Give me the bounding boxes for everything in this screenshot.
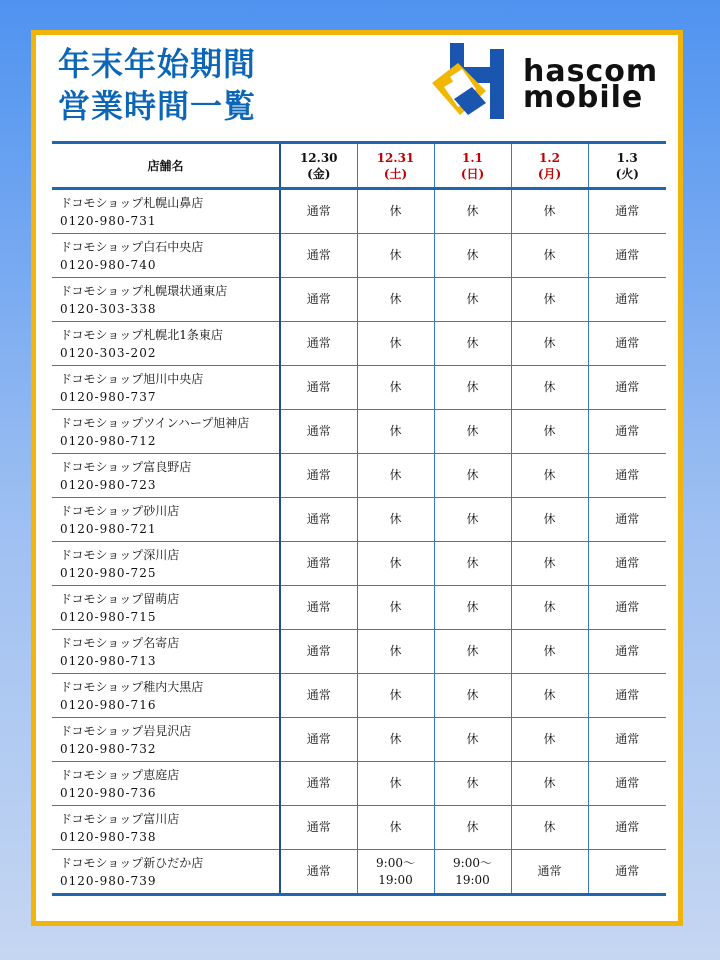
- hours-cell: 通常: [588, 630, 666, 674]
- hours-cell: 休: [434, 498, 511, 542]
- store-phone: 0120-980-740: [60, 257, 157, 272]
- hours-cell: 通常: [280, 498, 357, 542]
- table-row: [52, 542, 666, 586]
- hours-cell: 休: [434, 762, 511, 806]
- day-date: 1.1: [462, 150, 483, 165]
- day-weekday: (月): [537, 166, 562, 181]
- store-cell: [52, 189, 280, 234]
- table-row: [52, 454, 666, 498]
- hours-cell: 休: [434, 278, 511, 322]
- day-date: 12.30: [299, 150, 338, 165]
- store-phone: 0120-980-736: [60, 785, 157, 800]
- table-row: [52, 806, 666, 850]
- table-row: [52, 674, 666, 718]
- hours-cell: 通常: [588, 762, 666, 806]
- table-row: [52, 718, 666, 762]
- hours-cell: 通常: [588, 322, 666, 366]
- store-cell: [52, 278, 280, 322]
- holiday-hours-table: [52, 141, 666, 896]
- table-body: [52, 189, 666, 895]
- hours-cell: 通常: [588, 586, 666, 630]
- hours-cell: 休: [434, 630, 511, 674]
- day-header: [357, 143, 434, 189]
- hours-cell: 休: [357, 366, 434, 410]
- hours-cell: 通常: [280, 850, 357, 895]
- hours-cell: 休: [357, 454, 434, 498]
- hours-cell: 通常: [280, 718, 357, 762]
- day-header: [434, 143, 511, 189]
- hours-cell: 休: [434, 586, 511, 630]
- day-weekday: (火): [615, 166, 639, 181]
- hours-cell: 通常: [588, 806, 666, 850]
- store-name: ドコモショップ恵庭店: [60, 767, 180, 782]
- day-header: [588, 143, 666, 189]
- hours-cell: 休: [434, 542, 511, 586]
- hours-cell: 休: [357, 586, 434, 630]
- table-row: [52, 278, 666, 322]
- logo-wordmark: [523, 54, 659, 115]
- hours-cell: 休: [511, 630, 588, 674]
- day-weekday: (土): [383, 166, 408, 181]
- store-phone: 0120-980-712: [60, 433, 157, 448]
- hours-cell: 休: [357, 189, 434, 234]
- table-row: [52, 322, 666, 366]
- hours-cell: 通常: [588, 498, 666, 542]
- hours-cell: 休: [511, 454, 588, 498]
- content-frame: [31, 30, 683, 926]
- hours-cell: 通常: [280, 410, 357, 454]
- hours-cell: 通常: [511, 850, 588, 895]
- hours-cell: 休: [511, 586, 588, 630]
- hours-cell: 休: [511, 366, 588, 410]
- table-row: [52, 630, 666, 674]
- hours-cell: 休: [357, 278, 434, 322]
- hours-cell: 休: [434, 189, 511, 234]
- hours-cell: 通常: [280, 234, 357, 278]
- day-header: [511, 143, 588, 189]
- store-cell: [52, 410, 280, 454]
- hours-cell: 通常: [280, 762, 357, 806]
- store-cell: [52, 762, 280, 806]
- hours-cell: 休: [511, 498, 588, 542]
- hours-cell: 通常: [588, 189, 666, 234]
- table-header-row: [52, 143, 666, 189]
- hours-cell: 休: [357, 410, 434, 454]
- store-name: ドコモショップ旭川中央店: [60, 371, 204, 386]
- hours-cell: 休: [434, 410, 511, 454]
- store-name: ドコモショップ札幌山鼻店: [60, 195, 204, 210]
- hours-cell: 休: [357, 718, 434, 762]
- store-cell: [52, 234, 280, 278]
- store-phone: 0120-980-737: [60, 389, 157, 404]
- store-name: ドコモショップ富良野店: [60, 459, 192, 474]
- hours-cell: 休: [511, 718, 588, 762]
- hours-cell: 通常: [588, 454, 666, 498]
- table-row: [52, 189, 666, 234]
- table-row: [52, 762, 666, 806]
- hours-cell: 休: [511, 410, 588, 454]
- logo-text-line-2: mobile: [523, 80, 644, 115]
- table-row: [52, 234, 666, 278]
- day-weekday: (日): [460, 166, 485, 181]
- hours-cell: 9:00～ 19:00: [434, 850, 511, 895]
- hours-cell: 休: [434, 806, 511, 850]
- hascom-mobile-logo: [428, 43, 673, 125]
- store-cell: [52, 322, 280, 366]
- hours-cell: 休: [357, 322, 434, 366]
- hours-cell: 休: [357, 674, 434, 718]
- store-name: ドコモショップ白石中央店: [60, 239, 204, 254]
- table-row: [52, 366, 666, 410]
- hours-cell: 通常: [280, 806, 357, 850]
- hours-cell: 休: [511, 189, 588, 234]
- store-name: ドコモショップ稚内大黒店: [60, 679, 204, 694]
- hours-cell: 休: [511, 674, 588, 718]
- hours-cell: 休: [357, 498, 434, 542]
- store-phone: 0120-980-715: [60, 609, 157, 624]
- store-phone: 0120-980-713: [60, 653, 157, 668]
- hours-cell: 通常: [588, 366, 666, 410]
- store-cell: [52, 718, 280, 762]
- day-date: 1.3: [616, 150, 638, 165]
- store-cell: [52, 630, 280, 674]
- store-phone: 0120-980-723: [60, 477, 157, 492]
- store-cell: [52, 542, 280, 586]
- store-name: ドコモショップ深川店: [60, 547, 180, 562]
- hours-cell: 休: [357, 234, 434, 278]
- hours-cell: 休: [357, 762, 434, 806]
- day-date: 12.31: [376, 150, 415, 165]
- hours-cell: 休: [357, 806, 434, 850]
- store-cell: [52, 806, 280, 850]
- day-weekday: (金): [307, 166, 331, 181]
- store-name: ドコモショップ新ひだか店: [60, 855, 204, 870]
- hours-cell: 通常: [588, 718, 666, 762]
- hours-cell: 休: [511, 322, 588, 366]
- hours-cell: 通常: [280, 366, 357, 410]
- store-cell: [52, 586, 280, 630]
- hours-cell: 休: [511, 762, 588, 806]
- store-name: ドコモショップ岩見沢店: [60, 723, 192, 738]
- hours-cell: 通常: [588, 410, 666, 454]
- store-cell: [52, 454, 280, 498]
- store-phone: 0120-980-716: [60, 697, 157, 712]
- day-date: 1.2: [539, 150, 560, 165]
- hours-cell: 通常: [280, 189, 357, 234]
- hours-cell: 通常: [280, 278, 357, 322]
- table-row: [52, 586, 666, 630]
- table-row: [52, 850, 666, 895]
- store-cell: [52, 366, 280, 410]
- store-name: ドコモショップ名寄店: [60, 635, 180, 650]
- hours-cell: 通常: [280, 322, 357, 366]
- hours-cell: 通常: [280, 630, 357, 674]
- store-name: ドコモショップ砂川店: [60, 503, 180, 518]
- hours-cell: 休: [434, 718, 511, 762]
- title-line-1: 年末年始期間: [58, 45, 257, 83]
- hours-cell: 休: [434, 234, 511, 278]
- store-name-header: 店舗名: [52, 143, 280, 189]
- hours-cell: 通常: [588, 542, 666, 586]
- store-name: ドコモショップ札幌北1条東店: [60, 327, 223, 342]
- hours-cell: 9:00～ 19:00: [357, 850, 434, 895]
- title-line-2: 営業時間一覧: [58, 87, 257, 125]
- store-cell: [52, 674, 280, 718]
- logo-text-line-1: hascom: [523, 54, 659, 89]
- day-header: [280, 143, 357, 189]
- store-phone: 0120-303-202: [60, 345, 157, 360]
- hours-cell: 休: [511, 542, 588, 586]
- store-cell: [52, 498, 280, 542]
- store-phone: 0120-980-721: [60, 521, 157, 536]
- hours-cell: 休: [434, 454, 511, 498]
- store-name: ドコモショップ札幌環状通東店: [60, 283, 228, 298]
- table-row: [52, 410, 666, 454]
- store-phone: 0120-980-738: [60, 829, 157, 844]
- hours-cell: 通常: [280, 674, 357, 718]
- hours-cell: 休: [357, 630, 434, 674]
- hours-cell: 休: [434, 674, 511, 718]
- page-title: [58, 43, 256, 127]
- hours-cell: 通常: [588, 234, 666, 278]
- store-name: ドコモショップ留萌店: [60, 591, 180, 606]
- hours-cell: 通常: [280, 586, 357, 630]
- store-phone: 0120-303-338: [60, 301, 157, 316]
- hours-cell: 休: [511, 234, 588, 278]
- hours-cell: 休: [434, 322, 511, 366]
- hours-cell: 休: [511, 278, 588, 322]
- hours-cell: 休: [434, 366, 511, 410]
- hours-cell: 通常: [280, 542, 357, 586]
- table-row: [52, 498, 666, 542]
- store-phone: 0120-980-732: [60, 741, 157, 756]
- hours-cell: 通常: [588, 674, 666, 718]
- hours-cell: 通常: [588, 278, 666, 322]
- store-phone: 0120-980-725: [60, 565, 157, 580]
- hours-cell: 通常: [588, 850, 666, 895]
- store-name: ドコモショップツインハープ旭神店: [60, 415, 250, 430]
- store-phone: 0120-980-731: [60, 213, 157, 228]
- store-cell: [52, 850, 280, 895]
- store-phone: 0120-980-739: [60, 873, 157, 888]
- hours-cell: 休: [357, 542, 434, 586]
- hours-cell: 通常: [280, 454, 357, 498]
- hours-cell: 休: [511, 806, 588, 850]
- logo-mark-icon: [428, 43, 523, 125]
- store-name: ドコモショップ富川店: [60, 811, 180, 826]
